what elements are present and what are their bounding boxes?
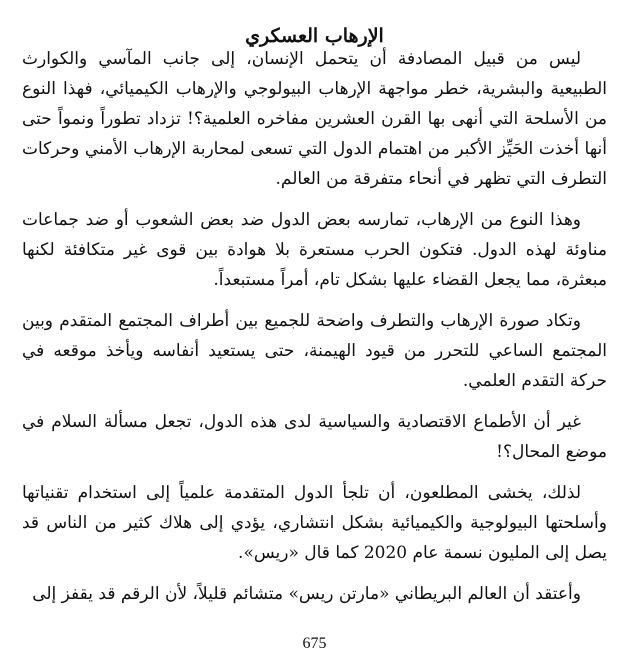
paragraph: وتكاد صورة الإرهاب والتطرف واضحة للجميع بين أطراف المجتمع المتقدم وبين المجتمع الساعي للتحرر من قيود الهيمنة، حتى يستعيد أنفاسه ويأخذ موقعه في حركة التقدم العلمي. [22, 311, 607, 391]
paragraph: غير أن الأطماع الاقتصادية والسياسية لدى هذه الدول، تجعل مسألة السلام في موضع المحال؟! [22, 412, 607, 462]
body-text [22, 44, 607, 609]
paragraph: لذلك، يخشى المطلعون، أن تلجأ الدول المتقدمة علمياً إلى استخدام تقنياتها وأسلحتها البيولوجية والكيميائية بشكل انتشاري، يؤدي إلى هلاك كثير من الناس قد يصل إلى المليون نسمة عام 2020 كما قال «ريس». [22, 483, 607, 563]
section-title: الإرهاب العسكري [245, 24, 384, 47]
paragraph: وأعتقد أن العالم البريطاني «مارتن ريس» متشائم قليلاً، لأن الرقم قد يقفز إلى [32, 584, 581, 604]
paragraph: ليس من قبيل المصادفة أن يتحمل الإنسان، إلى جانب المآسي والكوارث الطبيعية والبشرية، خطر مواجهة الإرهاب البيولوجي والإرهاب الكيميائي، فهذا النوع من الأسلحة التي أنهى بها القرن العشرين مفاخره العلمية؟! تزداد تطوراً ونمواً حتى أنها أخذت الحَيِّز الأكبر من اهتمام الدول التي تسعى لمحاربة الإرهاب الأمني وحركات التطرف التي تظهر في أنحاء متفرقة من العالم. [22, 49, 607, 189]
paragraph: وهذا النوع من الإرهاب، تمارسه بعض الدول ضد بعض الشعوب أو ضد جماعات مناوئة لهذه الدول. فتكون الحرب مستعرة بلا هوادة بين قوى غير متكافئة لكنها مبعثرة، مما يجعل القضاء عليها بشكل تام، أمراً مستبعداً. [22, 210, 607, 290]
document-page [22, 0, 607, 667]
page-number: 675 [302, 635, 327, 652]
